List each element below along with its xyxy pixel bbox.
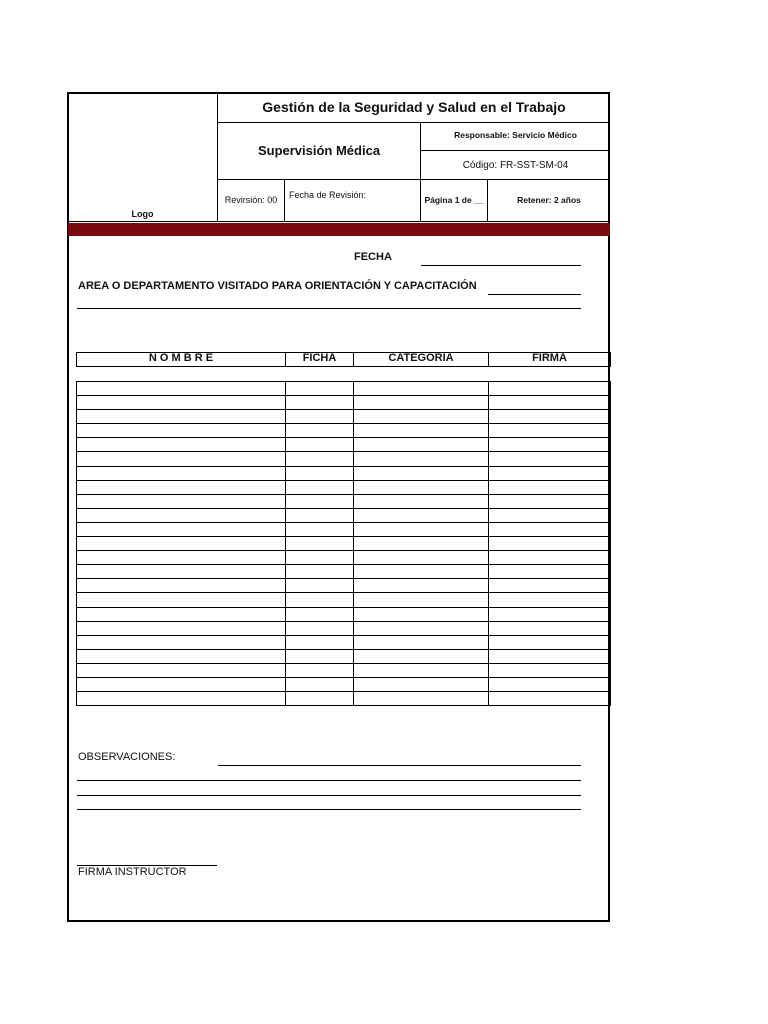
cell-nombre[interactable] — [77, 438, 286, 452]
cell-nombre[interactable] — [77, 607, 286, 621]
table-row — [77, 692, 611, 706]
cell-firma[interactable] — [489, 508, 611, 522]
table-row — [77, 508, 611, 522]
cell-categoria[interactable] — [354, 621, 489, 635]
cell-nombre[interactable] — [77, 593, 286, 607]
cell-ficha[interactable] — [286, 692, 354, 706]
cell-ficha[interactable] — [286, 466, 354, 480]
cell-nombre[interactable] — [77, 663, 286, 677]
cell-nombre[interactable] — [77, 480, 286, 494]
cell-categoria[interactable] — [354, 382, 489, 396]
codigo-text: Código: FR-SST-SM-04 — [462, 160, 569, 171]
cell-firma[interactable] — [489, 410, 611, 424]
cell-nombre[interactable] — [77, 537, 286, 551]
cell-categoria[interactable] — [354, 607, 489, 621]
column-header-categoria: CATEGORIA — [354, 353, 489, 367]
observaciones-line-2[interactable] — [77, 780, 581, 781]
cell-firma[interactable] — [489, 579, 611, 593]
cell-nombre[interactable] — [77, 410, 286, 424]
cell-ficha[interactable] — [286, 635, 354, 649]
observaciones-label: OBSERVACIONES: — [78, 751, 176, 763]
table-row — [77, 522, 611, 536]
cell-categoria[interactable] — [354, 522, 489, 536]
cell-categoria[interactable] — [354, 452, 489, 466]
cell-firma[interactable] — [489, 621, 611, 635]
cell-ficha[interactable] — [286, 382, 354, 396]
column-header-firma: FIRMA — [489, 353, 611, 367]
table-spacer-cell — [77, 367, 611, 382]
cell-ficha[interactable] — [286, 607, 354, 621]
header-divider-code — [420, 150, 610, 151]
cell-nombre[interactable] — [77, 424, 286, 438]
cell-ficha[interactable] — [286, 565, 354, 579]
cell-ficha[interactable] — [286, 621, 354, 635]
cell-categoria[interactable] — [354, 424, 489, 438]
cell-nombre[interactable] — [77, 551, 286, 565]
cell-nombre[interactable] — [77, 508, 286, 522]
fecha-revision-label: Fecha de Revisión: — [289, 190, 367, 200]
area-input-line[interactable] — [488, 294, 581, 295]
table-row — [77, 593, 611, 607]
cell-nombre[interactable] — [77, 452, 286, 466]
cell-nombre[interactable] — [77, 382, 286, 396]
cell-ficha[interactable] — [286, 410, 354, 424]
cell-firma[interactable] — [489, 396, 611, 410]
area-label: AREA O DEPARTAMENTO VISITADO PARA ORIENTACIÓN Y CAPACITACIÓN — [78, 280, 477, 292]
table-row — [77, 452, 611, 466]
cell-firma[interactable] — [489, 382, 611, 396]
cell-firma[interactable] — [489, 522, 611, 536]
table-row — [77, 537, 611, 551]
cell-ficha[interactable] — [286, 508, 354, 522]
table-row — [77, 424, 611, 438]
document-title: Supervisión Médica — [257, 143, 381, 158]
cell-categoria[interactable] — [354, 593, 489, 607]
cell-ficha[interactable] — [286, 494, 354, 508]
table-row — [77, 396, 611, 410]
logo-placeholder: Logo — [131, 209, 154, 219]
cell-firma[interactable] — [489, 480, 611, 494]
main-title: Gestión de la Seguridad y Salud en el Trabajo — [262, 99, 566, 115]
cell-categoria[interactable] — [354, 649, 489, 663]
cell-firma[interactable] — [489, 663, 611, 677]
cell-firma[interactable] — [489, 466, 611, 480]
cell-ficha[interactable] — [286, 649, 354, 663]
table-row — [77, 494, 611, 508]
cell-categoria[interactable] — [354, 466, 489, 480]
header-divider-title — [217, 122, 610, 123]
firma-instructor-label: FIRMA INSTRUCTOR — [78, 866, 187, 878]
header-bottom-line — [68, 221, 610, 222]
cell-categoria[interactable] — [354, 677, 489, 691]
cell-nombre[interactable] — [77, 692, 286, 706]
cell-categoria[interactable] — [354, 410, 489, 424]
table-row — [77, 677, 611, 691]
cell-categoria[interactable] — [354, 508, 489, 522]
table-body — [77, 367, 611, 706]
cell-firma[interactable] — [489, 635, 611, 649]
header-divider-rev — [284, 179, 285, 222]
cell-firma[interactable] — [489, 649, 611, 663]
cell-nombre[interactable] — [77, 635, 286, 649]
cell-nombre[interactable] — [77, 565, 286, 579]
header-divider-bottom — [217, 179, 610, 180]
cell-categoria[interactable] — [354, 480, 489, 494]
pagina-text: Página 1 de __ — [424, 195, 484, 205]
cell-firma[interactable] — [489, 565, 611, 579]
table-header-row — [77, 353, 611, 367]
retener-text: Retener: 2 años — [517, 195, 581, 205]
cell-firma[interactable] — [489, 452, 611, 466]
cell-ficha[interactable] — [286, 396, 354, 410]
cell-nombre[interactable] — [77, 621, 286, 635]
table-row — [77, 480, 611, 494]
observaciones-line-4[interactable] — [77, 809, 581, 810]
table-row — [77, 663, 611, 677]
cell-ficha[interactable] — [286, 677, 354, 691]
cell-categoria[interactable] — [354, 692, 489, 706]
table-row — [77, 579, 611, 593]
table-row — [77, 466, 611, 480]
table-row — [77, 607, 611, 621]
cell-ficha[interactable] — [286, 480, 354, 494]
header-color-band — [68, 223, 610, 236]
table-row — [77, 551, 611, 565]
cell-firma[interactable] — [489, 494, 611, 508]
cell-ficha[interactable] — [286, 551, 354, 565]
cell-categoria[interactable] — [354, 396, 489, 410]
cell-categoria[interactable] — [354, 565, 489, 579]
cell-ficha[interactable] — [286, 593, 354, 607]
cell-nombre[interactable] — [77, 466, 286, 480]
table-row — [77, 438, 611, 452]
fecha-label: FECHA — [354, 251, 392, 263]
cell-categoria[interactable] — [354, 551, 489, 565]
cell-ficha[interactable] — [286, 424, 354, 438]
cell-ficha[interactable] — [286, 537, 354, 551]
cell-ficha[interactable] — [286, 452, 354, 466]
cell-nombre[interactable] — [77, 396, 286, 410]
cell-categoria[interactable] — [354, 438, 489, 452]
table-row — [77, 382, 611, 396]
cell-firma[interactable] — [489, 677, 611, 691]
cell-categoria[interactable] — [354, 494, 489, 508]
table-row — [77, 635, 611, 649]
area-input-line-2[interactable] — [77, 308, 581, 309]
fecha-input-line[interactable] — [421, 265, 581, 266]
cell-nombre[interactable] — [77, 677, 286, 691]
cell-ficha[interactable] — [286, 663, 354, 677]
cell-firma[interactable] — [489, 438, 611, 452]
cell-firma[interactable] — [489, 607, 611, 621]
cell-categoria[interactable] — [354, 635, 489, 649]
revision-text: Revirsión: 00 — [224, 195, 278, 205]
cell-nombre[interactable] — [77, 522, 286, 536]
table-spacer-row — [77, 367, 611, 382]
cell-ficha[interactable] — [286, 522, 354, 536]
attendance-table — [76, 352, 611, 706]
column-header-ficha: FICHA — [286, 353, 354, 367]
table-row — [77, 649, 611, 663]
cell-ficha[interactable] — [286, 438, 354, 452]
cell-firma[interactable] — [489, 692, 611, 706]
cell-nombre[interactable] — [77, 494, 286, 508]
table-row — [77, 410, 611, 424]
cell-categoria[interactable] — [354, 663, 489, 677]
observaciones-line-3[interactable] — [77, 795, 581, 796]
observaciones-line-1[interactable] — [218, 765, 581, 766]
table-row — [77, 621, 611, 635]
cell-nombre[interactable] — [77, 579, 286, 593]
cell-nombre[interactable] — [77, 649, 286, 663]
table-row — [77, 565, 611, 579]
cell-categoria[interactable] — [354, 579, 489, 593]
column-header-nombre: N O M B R E — [77, 353, 286, 367]
cell-firma[interactable] — [489, 537, 611, 551]
cell-firma[interactable] — [489, 593, 611, 607]
cell-firma[interactable] — [489, 551, 611, 565]
cell-firma[interactable] — [489, 424, 611, 438]
responsable-text: Responsable: Servicio Médico — [454, 130, 577, 140]
cell-categoria[interactable] — [354, 537, 489, 551]
cell-ficha[interactable] — [286, 579, 354, 593]
